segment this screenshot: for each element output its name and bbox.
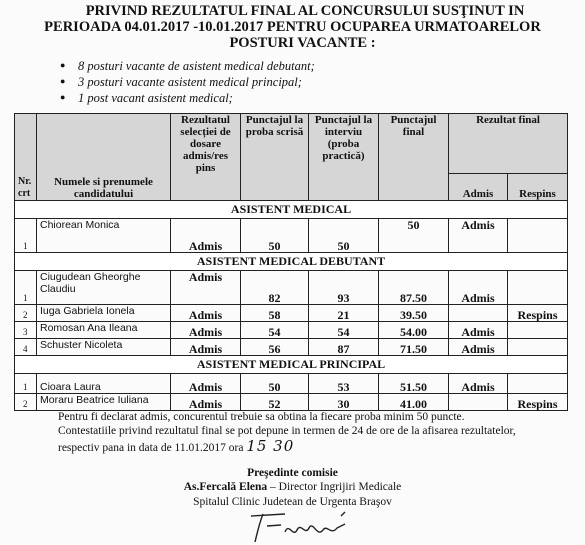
candidate-name: Romosan Ana Ileana <box>37 322 171 339</box>
row-nr: 3 <box>15 322 37 339</box>
interviu-score: 87 <box>309 339 379 356</box>
header-rezultat-final: Rezultat final <box>449 114 568 174</box>
interviu-score: 54 <box>309 322 379 339</box>
respins-cell <box>508 219 568 253</box>
final-score: 39.50 <box>379 305 449 322</box>
handwritten-time: 15 30 <box>246 437 295 455</box>
final-score: 41.00 <box>379 394 449 411</box>
final-score: 54.00 <box>379 322 449 339</box>
row-nr: 1 <box>15 219 37 253</box>
candidate-name: Cioara Laura <box>37 374 171 394</box>
results-table <box>14 113 568 411</box>
candidate-name: Moraru Beatrice Iuliana <box>37 394 171 411</box>
admis-cell <box>449 305 508 322</box>
table-row <box>15 339 568 356</box>
header-respins: Respins <box>508 174 568 201</box>
final-score: 50 <box>379 219 449 253</box>
bullet-item: ● 1 post vacant asistent medical; <box>60 91 233 105</box>
selectie-result: Admis <box>171 322 241 339</box>
bullet-item: ● 8 posturi vacante de asistent medical debutant; <box>60 59 315 73</box>
admis-cell: Admis <box>449 339 508 356</box>
respins-cell <box>508 339 568 356</box>
row-nr: 1 <box>15 374 37 394</box>
admis-cell: Admis <box>449 374 508 394</box>
header-admis: Admis <box>449 174 508 201</box>
section-title: ASISTENT MEDICAL DEBUTANT <box>15 253 568 271</box>
table-row <box>15 271 568 305</box>
table-row <box>15 305 568 322</box>
bullet-dot-icon: ● <box>60 76 66 86</box>
table-row <box>15 219 568 253</box>
proba-scrisa-score: 54 <box>241 322 309 339</box>
candidate-name: Schuster Nicoleta <box>37 339 171 356</box>
selectie-result: Admis <box>171 305 241 322</box>
header-nr: Nr. crt <box>15 114 37 201</box>
candidate-name: Chiorean Monica <box>37 219 171 253</box>
interviu-score: 93 <box>309 271 379 305</box>
proba-scrisa-score: 82 <box>241 271 309 305</box>
selectie-result: Admis <box>171 394 241 411</box>
respins-cell <box>508 374 568 394</box>
table-row <box>15 322 568 339</box>
interviu-score: 30 <box>309 394 379 411</box>
title-line-3: POSTURI VACANTE : <box>229 35 376 51</box>
signature-name: As.Fercală Elena – Director Ingrijiri Medicale <box>183 481 402 493</box>
selectie-result: Admis <box>171 219 241 253</box>
table-row <box>15 394 568 411</box>
admis-cell <box>449 394 508 411</box>
final-score: 51.50 <box>379 374 449 394</box>
respins-cell: Respins <box>508 394 568 411</box>
header-selectie: Rezultatul selecției de dosare admis/res pins <box>171 114 241 201</box>
section-header <box>15 253 568 271</box>
proba-scrisa-score: 58 <box>241 305 309 322</box>
final-score: 71.50 <box>379 339 449 356</box>
section-header <box>15 201 568 219</box>
interviu-score: 53 <box>309 374 379 394</box>
note-deadline: respectiv pana in data de 11.01.2017 ora 15 30 <box>58 437 295 455</box>
selectie-result: Admis <box>171 374 241 394</box>
admis-cell: Admis <box>449 271 508 305</box>
admis-cell: Admis <box>449 219 508 253</box>
final-score: 87.50 <box>379 271 449 305</box>
interviu-score: 50 <box>309 219 379 253</box>
bullet-dot-icon: ● <box>60 60 66 70</box>
proba-scrisa-score: 56 <box>241 339 309 356</box>
title-line-1: PRIVIND REZULTATUL FINAL AL CONCURSULUI SUSŢINUT IN <box>85 3 525 19</box>
header-proba-scrisa: Punctajul la proba scrisă <box>241 114 309 201</box>
header-interviu: Punctajul la interviu (proba practică) <box>309 114 379 201</box>
respins-cell: Respins <box>508 305 568 322</box>
row-nr: 2 <box>15 394 37 411</box>
signature-institution: Spitalul Clinic Judetean de Urgenta Braşov <box>193 496 392 508</box>
note-minimum-score: Pentru fi declarat admis, concurentul trebuie sa obtina la fiecare proba minim 50 puncte. <box>58 411 465 423</box>
candidate-name: Ciugudean Gheorghe Claudiu <box>37 271 171 305</box>
selectie-result: Admis <box>171 271 241 305</box>
interviu-score: 21 <box>309 305 379 322</box>
row-nr: 1 <box>15 271 37 305</box>
section-title: ASISTENT MEDICAL PRINCIPAL <box>15 356 568 374</box>
note-contestatii: Contestatiile privind rezultatul final se pot depune in termen de 24 de ore de la afisarea rezultatelor, <box>58 425 516 437</box>
row-nr: 2 <box>15 305 37 322</box>
selectie-result: Admis <box>171 339 241 356</box>
header-name: Numele si prenumele candidatului <box>37 114 171 201</box>
section-header <box>15 356 568 374</box>
title-line-2: PERIOADA 04.01.2017 -10.01.2017 PENTRU OCUPAREA URMATOARELOR <box>44 19 541 35</box>
proba-scrisa-score: 50 <box>241 374 309 394</box>
header-punctaj-final: Punctajul final <box>379 114 449 201</box>
admis-cell: Admis <box>449 322 508 339</box>
proba-scrisa-score: 50 <box>241 219 309 253</box>
row-nr: 4 <box>15 339 37 356</box>
table-row <box>15 374 568 394</box>
candidate-name: Iuga Gabriela Ionela <box>37 305 171 322</box>
handwritten-signature <box>245 510 355 544</box>
section-title: ASISTENT MEDICAL <box>15 201 568 219</box>
respins-cell <box>508 271 568 305</box>
respins-cell <box>508 322 568 339</box>
bullet-item: ● 3 posturi vacante asistent medical principal; <box>60 75 302 89</box>
signature-role: Preşedinte comisie <box>247 467 338 479</box>
bullet-dot-icon: ● <box>60 92 66 102</box>
proba-scrisa-score: 52 <box>241 394 309 411</box>
